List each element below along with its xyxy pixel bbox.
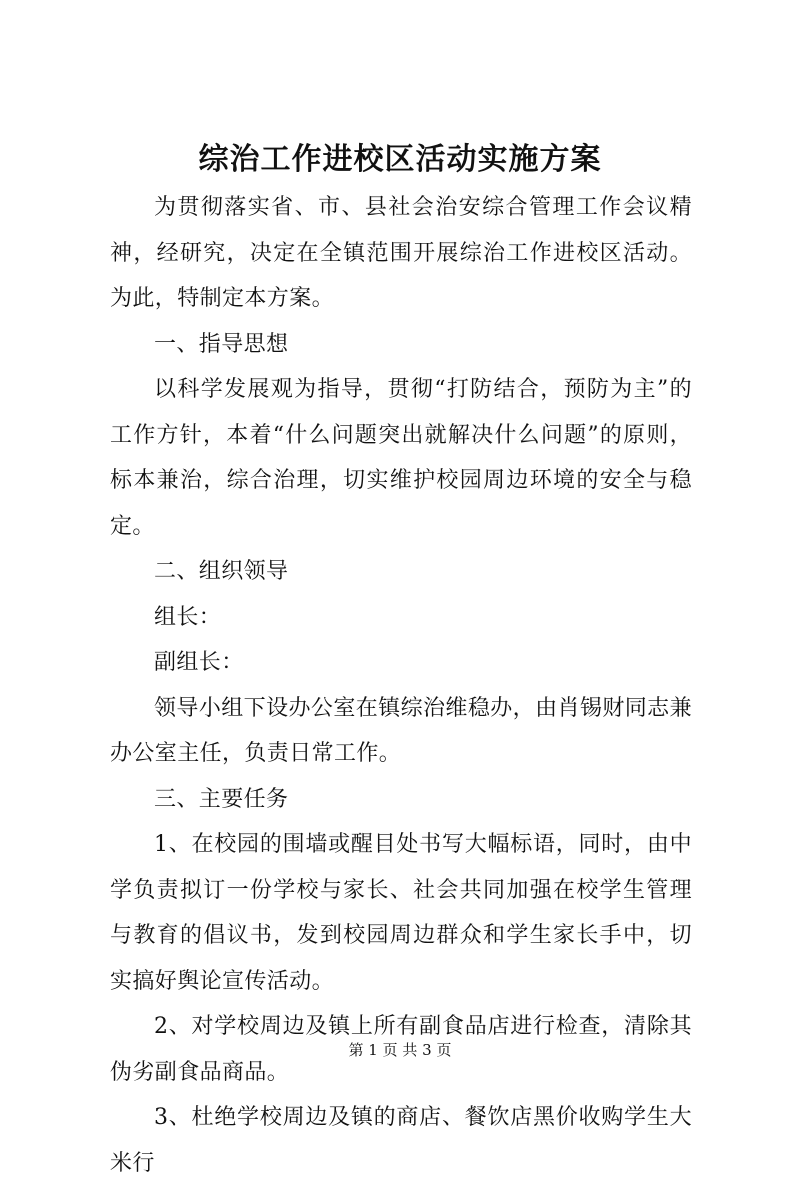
paragraph-deputy-leader: 副组长：: [154, 650, 244, 675]
paragraph-office: 领导小组下设办公室在镇综治维稳办，由肖锡财同志兼办公室主任，负责日常工作。: [110, 695, 692, 766]
paragraph-task-3: 3、杜绝学校周边及镇的商店、餐饮店黑价收购学生大米行: [110, 1105, 692, 1176]
heading-guiding-ideology: 一、指导思想: [154, 331, 289, 357]
page-number-footer: 第 1 页 共 3 页: [348, 1041, 452, 1059]
paragraph-leader: 组长：: [154, 604, 222, 630]
heading-main-tasks: 三、主要任务: [154, 786, 289, 812]
paragraph-task-2: 2、对学校周边及镇上所有副食品店进行检查，清除其伪劣副食品商品。: [110, 1014, 692, 1085]
heading-organization: 二、组织领导: [154, 559, 289, 584]
document-body: [110, 185, 692, 1186]
paragraph-guiding-ideology: 以科学发展观为指导，贯彻“打防结合，预防为主”的工作方针，本着“什么问题突出就解决什么问题”的原则，标本兼治，综合治理，切实维护校园周边环境的安全与稳定。: [110, 377, 692, 539]
paragraph-intro: 为贯彻落实省、市、县社会治安综合管理工作会议精神，经研究，决定在全镇范围开展综治工作进校区活动。为此，特制定本方案。: [110, 195, 692, 311]
document-title: 综治工作进校区活动实施方案: [198, 142, 602, 177]
paragraph-task-1: 1、在校园的围墙或醒目处书写大幅标语，同时，由中学负责拟订一份学校与家长、社会共同加强在校学生管理与教育的倡议书，发到校园周边群众和学生家长手中，切实搞好舆论宣传活动。: [110, 832, 692, 994]
